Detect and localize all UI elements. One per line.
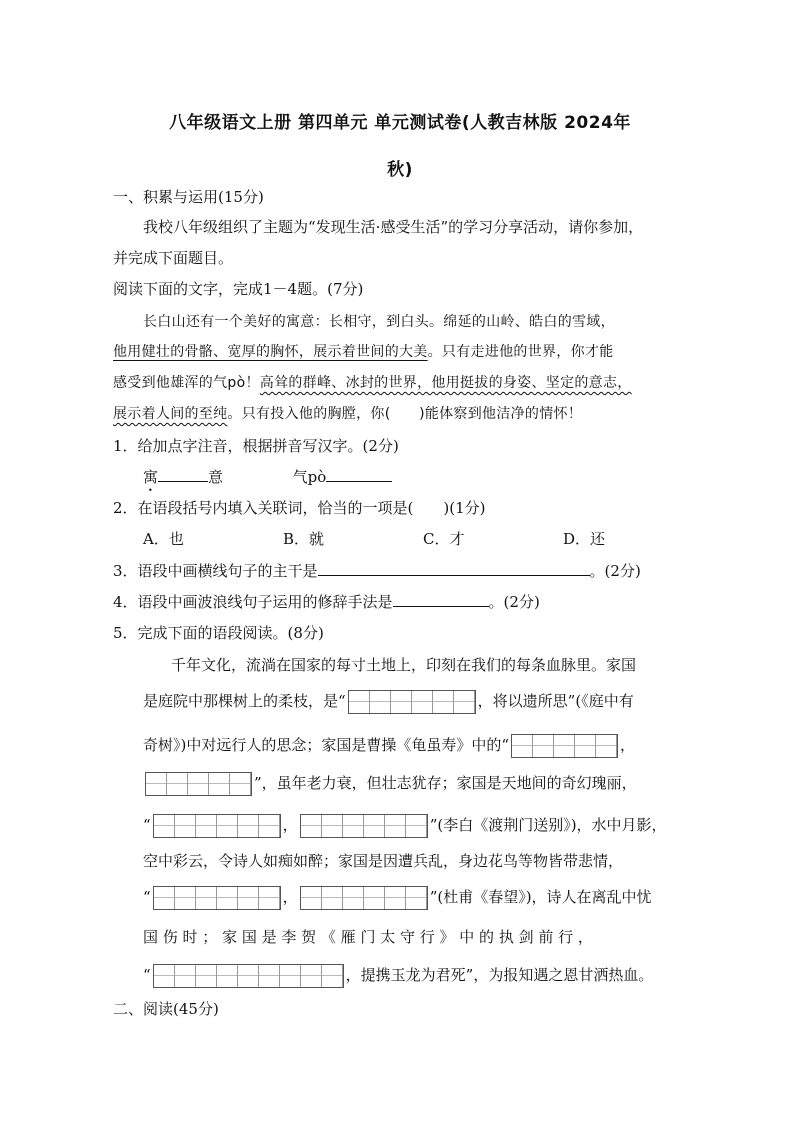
- passage-line-3: 感受到他雄浑的气pò！高耸的群峰、冰封的世界，他用挺拔的身姿、坚定的意志，: [113, 375, 632, 391]
- fill-grid-8[interactable]: [153, 964, 344, 988]
- option-a[interactable]: A．也: [143, 530, 184, 548]
- section-1-heading: 一、积累与运用(15分): [113, 188, 264, 206]
- section-2-heading: 二、阅读(45分): [113, 1000, 219, 1018]
- passage-line-4: 展示着人间的至纯。只有投入他的胸膛，你( )能体察到他洁净的情怀！: [113, 406, 583, 422]
- q5-line-6: 空中彩云，令诗人如痴如醉；家国是因遭兵乱，身边花鸟等物皆带悲情，: [143, 852, 624, 870]
- question-2-options: [143, 528, 623, 549]
- answer-blank-4[interactable]: [393, 592, 489, 607]
- q5-line-3: 奇树》)中对远行人的思念；家国是曹操《龟虽寿》中的“ ，: [143, 734, 635, 758]
- option-b[interactable]: B．就: [283, 530, 325, 548]
- answer-blank-1[interactable]: [158, 467, 208, 482]
- question-3: 3．语段中画横线句子的主干是 。(2分): [113, 562, 641, 580]
- q5-line-1: 千年文化，流淌在国家的每寸土地上，印刻在我们的每条血脉里。家国: [171, 656, 637, 674]
- intro-line-1: 我校八年级组织了主题为“发现生活·感受生活”的学习分享活动，请你参加，: [143, 218, 644, 236]
- fill-grid-2[interactable]: [511, 734, 618, 758]
- q5-line-8: 国 伤 时 ； 家 国 是 李 贺 《 雁 门 太 守 行 》 中 的 执 剑 前 行 ，: [143, 928, 593, 946]
- read-instruction: 阅读下面的文字，完成1－4题。(7分): [113, 280, 364, 298]
- wavy-sentence-end: 展示着人间的至纯: [113, 406, 228, 422]
- fill-grid-7[interactable]: [300, 886, 428, 910]
- question-1: 1．给加点字注音，根据拼音写汉字。(2分): [113, 437, 399, 455]
- intro-line-2: 并完成下面题目。: [113, 249, 234, 267]
- exam-title: [110, 100, 690, 194]
- question-1-answers: 寓 意 气pò: [143, 466, 392, 495]
- passage-line-1: 长白山还有一个美好的寓意：长相守，到白头。绵延的山岭、皓白的雪域，: [143, 314, 615, 330]
- question-4: 4．语段中画波浪线句子运用的修辞手法是 。(2分): [113, 593, 540, 611]
- question-5: 5．完成下面的语段阅读。(8分): [113, 624, 324, 642]
- q5-line-7: “ ， ”(杜甫《春望》)，诗人在离乱中忧: [143, 886, 652, 910]
- answer-blank-2[interactable]: [326, 467, 392, 482]
- answer-blank-3[interactable]: [318, 561, 590, 576]
- fill-grid-3[interactable]: [145, 772, 252, 796]
- q5-line-2: 是庭院中那棵树上的柔枝，是“ ，将以遗所思”(《庭中有: [143, 690, 634, 714]
- question-2: 2．在语段括号内填入关联词，恰当的一项是( )(1分): [113, 499, 486, 517]
- q5-line-4: ”，虽年老力衰，但壮志犹存；家国是天地间的奇幻瑰丽，: [143, 772, 637, 796]
- q5-line-5: “ ， ”(李白《渡荆门送别》)，水中月影，: [143, 814, 667, 838]
- underlined-sentence: 他用健壮的骨骼、宽厚的胸怀，展示着世间的大美: [113, 344, 428, 360]
- title-line-2: 秋): [387, 160, 413, 180]
- q5-line-9: “ ，提携玉龙为君死”，为报知遇之恩甘洒热血。: [143, 964, 653, 988]
- option-d[interactable]: D．还: [563, 530, 606, 548]
- option-c[interactable]: C．才: [423, 530, 465, 548]
- title-line-1: 八年级语文上册 第四单元 单元测试卷(人教吉林版 2024年: [169, 113, 631, 133]
- fill-grid-6[interactable]: [153, 886, 281, 910]
- fill-grid-1[interactable]: [348, 690, 476, 714]
- wavy-sentence: 高耸的群峰、冰封的世界，他用挺拔的身姿、坚定的意志，: [259, 375, 632, 391]
- passage-line-2: 他用健壮的骨骼、宽厚的胸怀，展示着世间的大美。只有走进他的世界，你才能: [113, 344, 614, 360]
- fill-grid-5[interactable]: [300, 814, 428, 838]
- fill-grid-4[interactable]: [153, 814, 281, 838]
